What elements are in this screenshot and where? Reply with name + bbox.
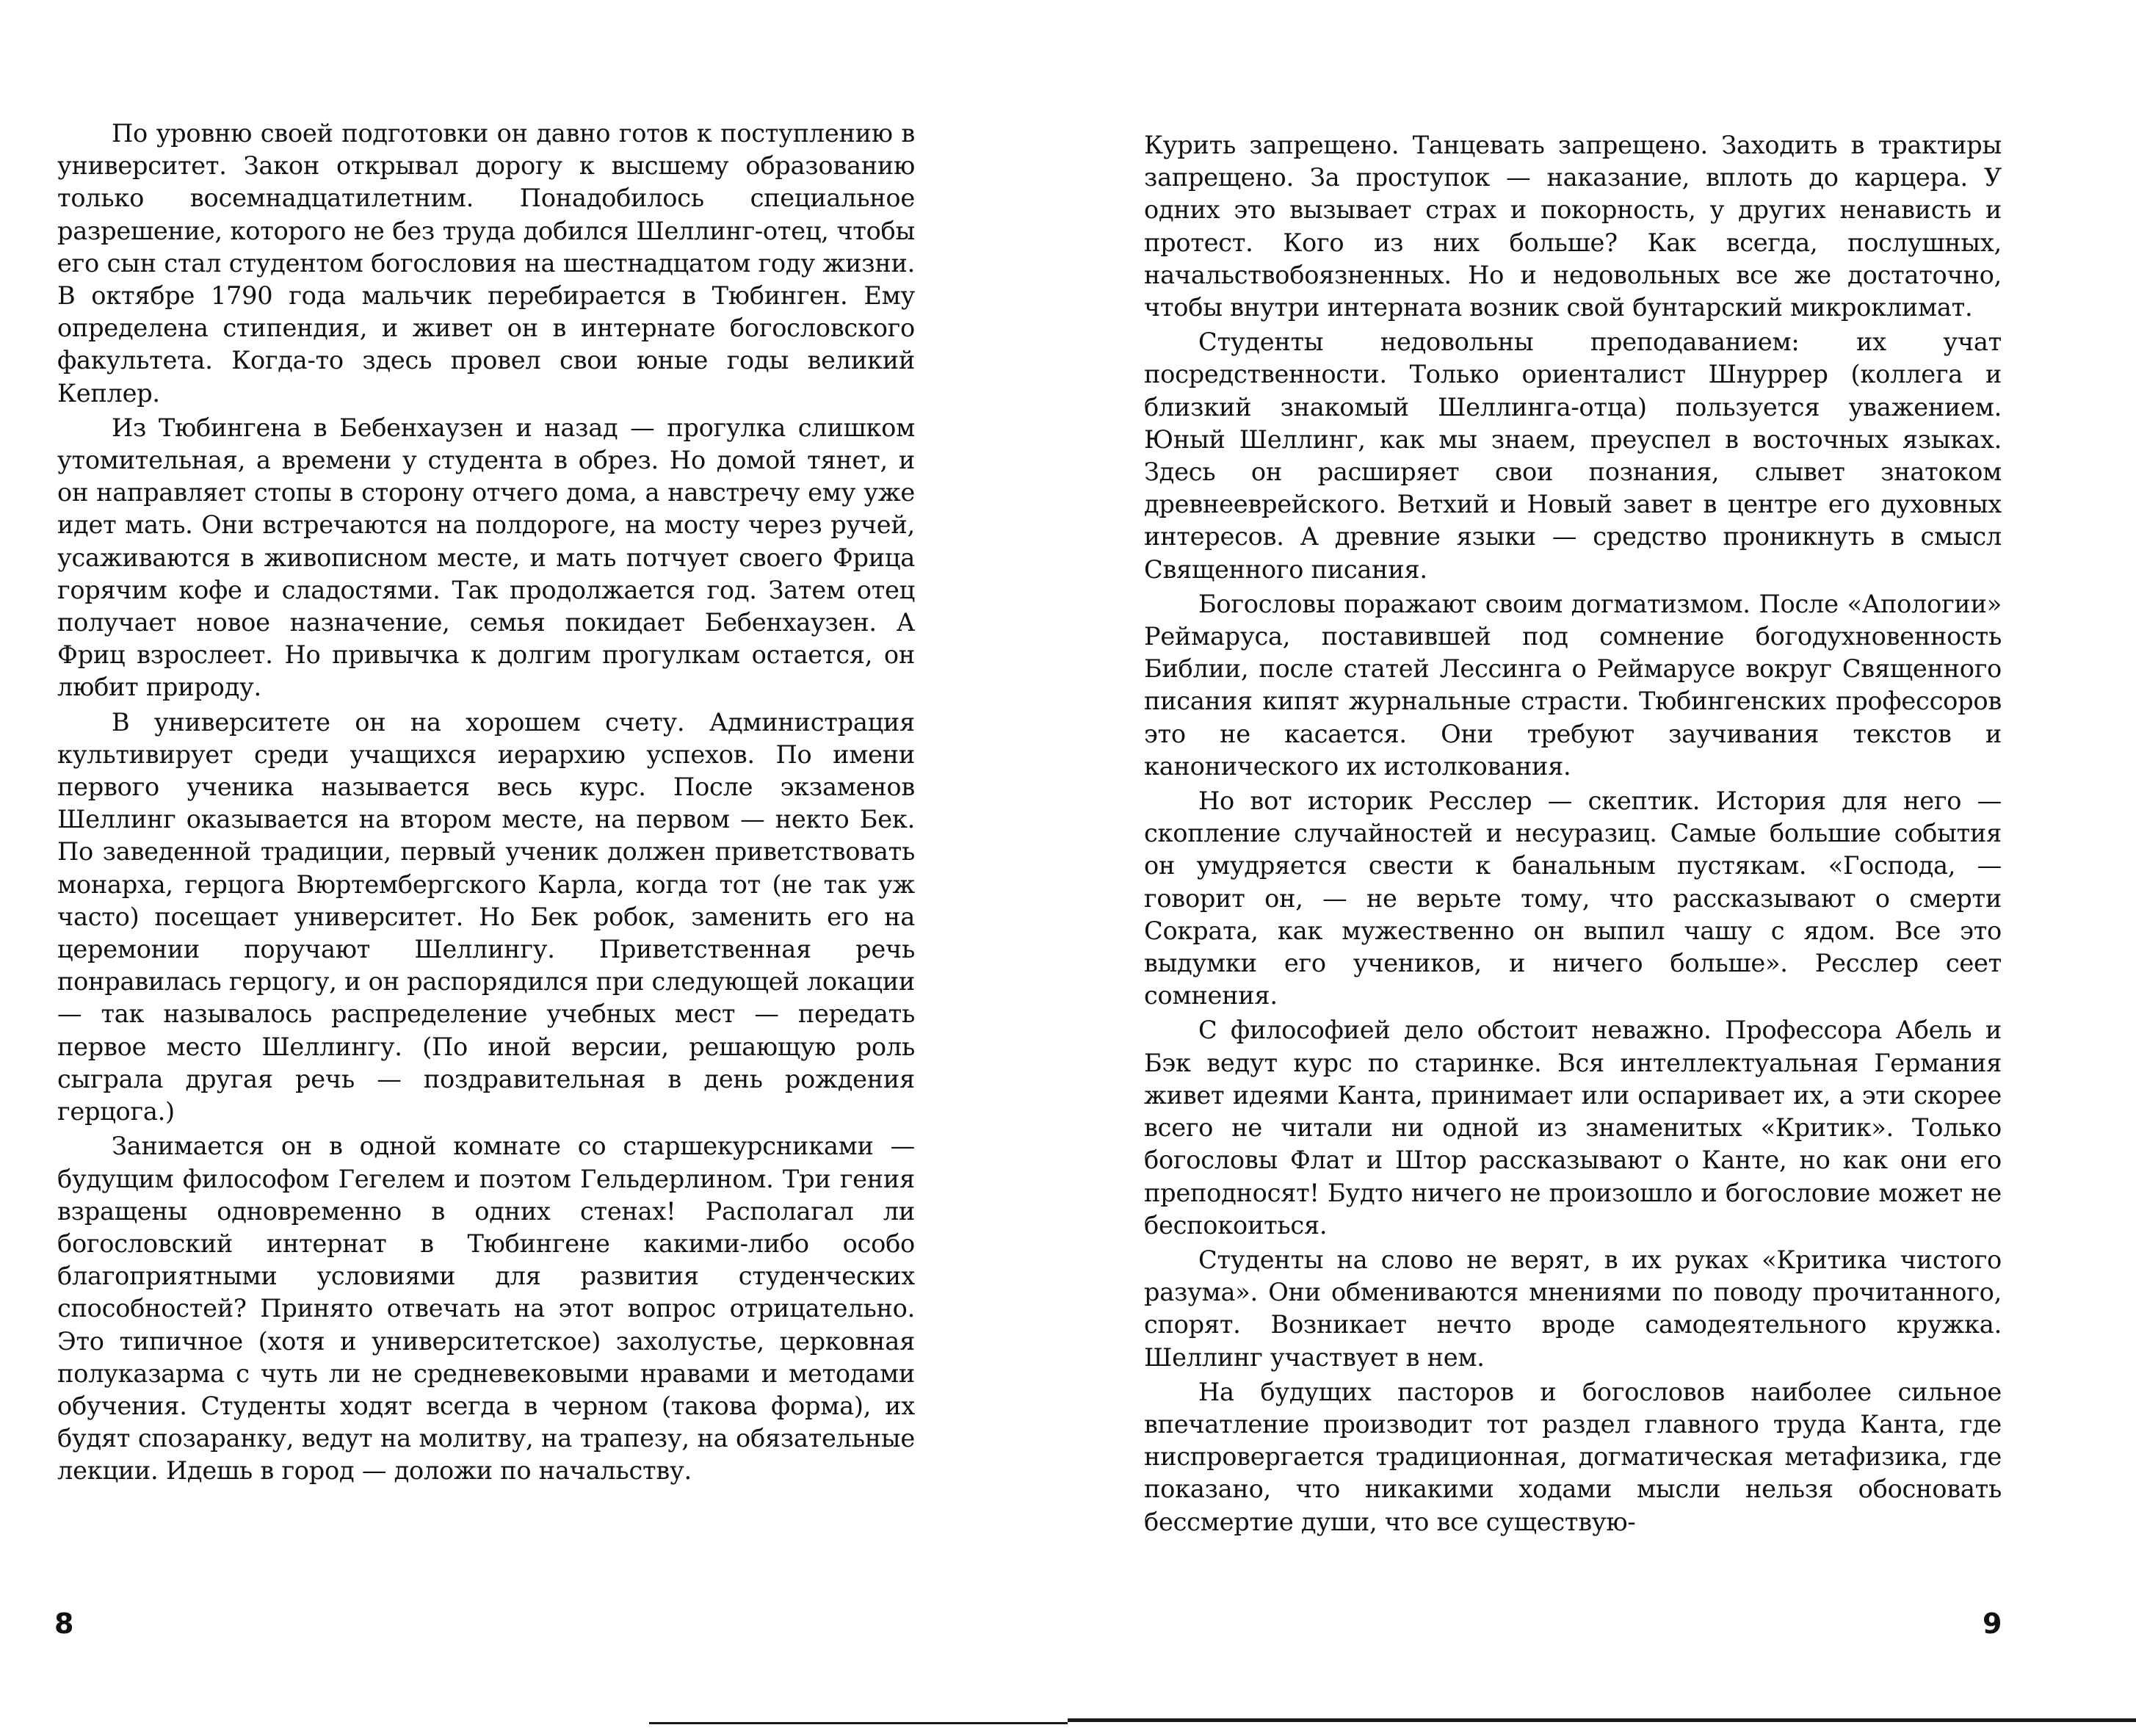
page-number: 9 — [1983, 1607, 2002, 1640]
paragraph: Богословы поражают своим догматизмом. После «Апологии» Реймаруса, поставившей под сомнение богодухновенность Библии, после статей Лессинга о Реймарусе вокруг Священного писания кипят журнальные страсти. Тюбингенских профессоров это не касается. Они требуют заучивания текстов и канонического их истолкования. — [1144, 589, 2002, 781]
paragraph: С философией дело обстоит неважно. Профессора Абель и Бэк ведут курс по старинке. Вся интеллектуальная Германия живет идеями Канта, принимает или оспаривает их, а эти скорее всего не читали ни одной из знаменитых «Критик». Только богословы Флат и Штор рассказывают о Канте, но как они его преподносят! Будто ничего не произошло и богословие может не беспокоиться. — [1144, 1016, 2002, 1240]
paragraph: Студенты недовольны преподаванием: их учат посредственности. Только ориенталист Шнуррер (коллега и близкий знакомый Шеллинга-отца) пользуется уважением. Юный Шеллинг, как мы знаем, преуспел в восточных языках. Здесь он расширяет свои познания, слывет знатоком древнееврейского. Ветхий и Новый завет в центре его духовных интересов. А древние языки — средство проникнуть в смысл Священного писания. — [1144, 328, 2002, 584]
paragraph: В университете он на хорошем счету. Администрация культивирует среди учащихся иерархию успехов. По имени первого ученика называется весь курс. После экзаменов Шеллинг оказывается на втором месте, на первом — некто Бек. По заведенной традиции, первый ученик должен приветствовать монарха, герцога Вюртембергского Карла, когда тот (не так уж часто) посещает университет. Но Бек робок, заменить его на церемонии поручают Шеллингу. Приветственная речь понравилась герцогу, и он распорядился при следующей локации — так называлось распределение учебных мест — передать первое место Шеллингу. (По иной версии, решающую роль сыграла другая речь — поздравительная в день рождения герцога.) — [57, 707, 915, 1126]
right-page — [1068, 0, 2136, 1736]
scan-edge-line — [649, 1722, 1068, 1724]
paragraph: Студенты на слово не верят, в их руках «Критика чистого разума». Они обмениваются мнениями по поводу прочитанного, спорят. Возникает нечто вроде самодеятельного кружка. Шеллинг участвует в нем. — [1144, 1245, 2002, 1372]
page-number: 8 — [54, 1607, 74, 1640]
right-page-text — [1144, 129, 2002, 1538]
paragraph-continuation: Курить запрещено. Танцевать запрещено. Заходить в трактиры запрещено. За проступок — наказание, вплоть до карцера. У одних это вызывает страх и покорность, у других ненависть и протест. Кого из них больше? Как всегда, послушных, начальствобоязненных. Но и недовольных все же достаточно, чтобы внутри интерната возник свой бунтарский микроклимат. — [1144, 131, 2002, 322]
scan-edge-line — [1068, 1718, 2136, 1722]
paragraph: На будущих пасторов и богословов наиболее сильное впечатление производит тот раздел главного труда Канта, где ниспровергается традиционная, догматическая метафизика, где показано, что никакими ходами мысли нельзя обосновать бессмертие души, что все существую- — [1144, 1377, 2002, 1536]
paragraph: По уровню своей подготовки он давно готов к поступлению в университет. Закон открывал дорогу к высшему образованию только восемнадцатилетним. Понадобилось специальное разрешение, которого не без труда добился Шеллинг-отец, чтобы его сын стал студентом богословия на шестнадцатом году жизни. В октябре 1790 года мальчик перебирается в Тюбинген. Ему определена стипендия, и живет он в интернате богословского факультета. Когда-то здесь провел свои юные годы великий Кеплер. — [57, 119, 915, 408]
paragraph: Занимается он в одной комнате со старшекурсниками — будущим философом Гегелем и поэтом Гельдерлином. Три гения взращены одновременно в одних стенах! Располагал ли богословский интернат в Тюбингене какими-либо особо благоприятными условиями для развития студенческих способностей? Принято отвечать на этот вопрос отрицательно. Это типичное (хотя и университетское) захолустье, церковная полуказарма с чуть ли не средневековыми нравами и методами обучения. Студенты ходят всегда в черном (такова форма), их будят спозаранку, ведут на молитву, на трапезу, на обязательные лекции. Идешь в город — доложи по начальству. — [57, 1132, 915, 1486]
left-page-text — [57, 117, 915, 1488]
paragraph: Из Тюбингена в Бебенхаузен и назад — прогулка слишком утомительная, а времени у студента в обрез. Но домой тянет, и он направляет стопы в сторону отчего дома, а навстречу ему уже идет мать. Они встречаются на полдороге, на мосту через ручей, усаживаются в живописном месте, и мать потчует своего Фрица горячим кофе и сладостями. Так продолжается год. Затем отец получает новое назначение, семья покидает Бебенхаузен. А Фриц взрослеет. Но привычка к долгим прогулкам остается, он любит природу. — [57, 413, 915, 702]
paragraph: Но вот историк Ресслер — скептик. История для него — скопление случайностей и несуразиц. Самые большие события он умудряется свести к банальным пустякам. «Господа, — говорит он, — не верьте тому, что рассказывают о смерти Сократа, как мужественно он выпил чашу с ядом. Все это выдумки его учеников, и ничего больше». Ресслер сеет сомнения. — [1144, 786, 2002, 1010]
